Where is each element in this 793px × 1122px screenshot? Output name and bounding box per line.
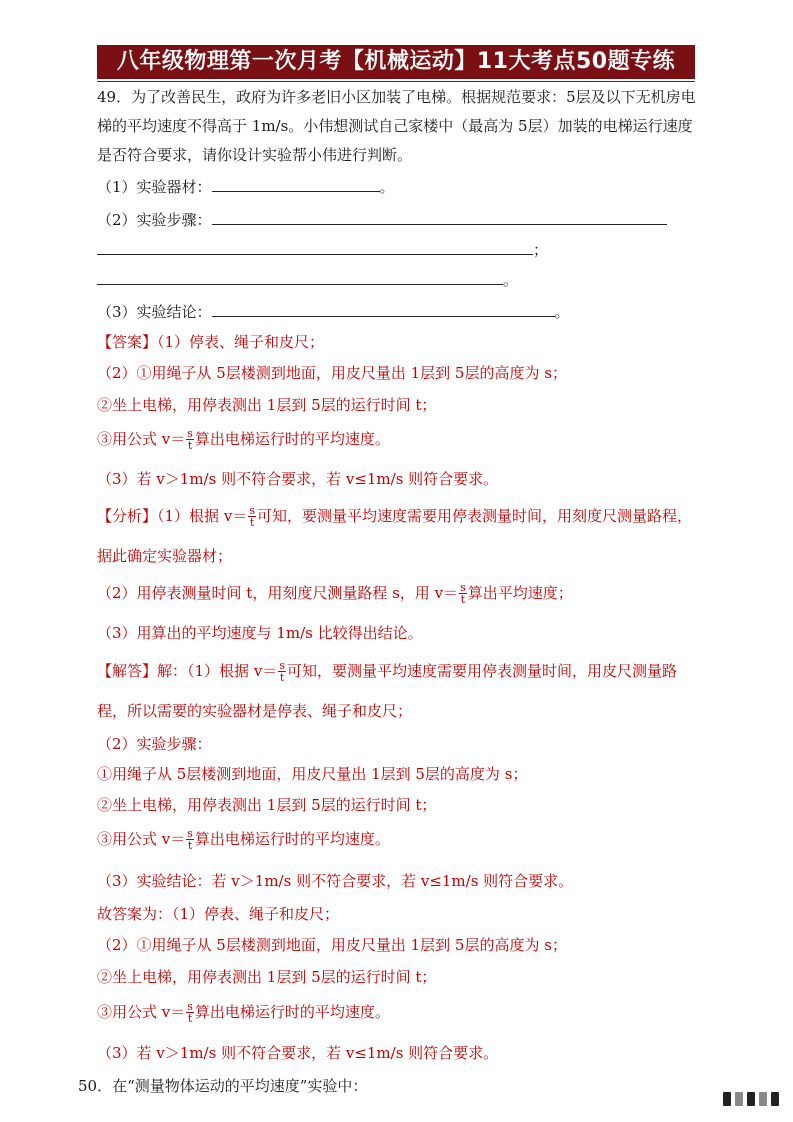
title-divider (97, 81, 695, 82)
solution-line-2: 程，所以需要的实验器材是停表、绳子和皮尺； (97, 702, 413, 720)
solution-formula-pre: 解：（1）根据 v＝ (157, 662, 278, 680)
q49-part2 (97, 208, 667, 231)
q49-part2-end: 。 (503, 271, 519, 289)
q49-part1-end: 。 (379, 178, 395, 196)
bar-icon (771, 1092, 779, 1106)
solution-line-5: ②坐上电梯，用停表测出 1层到 5层的运行时间 t； (97, 796, 437, 814)
q49-part1 (97, 175, 395, 198)
fraction-denominator: t (460, 592, 466, 606)
solution-line-4: ①用绳子从 5层楼测到地面，用皮尺量出 1层到 5层的高度为 s； (97, 765, 528, 783)
answer-line-5: （3）若 v＞1m/s 则不符合要求，若 v≤1m/s 则符合要求。 (97, 470, 499, 488)
q49-stem-line-1: 49．为了改善民生，政府为许多老旧小区加装了电梯。根据规范要求：5层及以下无机房电 (97, 88, 696, 106)
solution-line-1 (97, 660, 677, 684)
solution-step3-pre: ③用公式 v＝ (97, 830, 186, 848)
final-line-3: ②坐上电梯，用停表测出 1层到 5层的运行时间 t； (97, 968, 437, 986)
q50-stem: 50．在“测量物体运动的平均速度”实验中： (78, 1077, 368, 1095)
bar-icon (735, 1092, 743, 1106)
q49-part2-label: （2）实验步骤： (97, 211, 212, 229)
fraction-numerator: s (187, 426, 193, 440)
q49-part2-line-2 (97, 238, 548, 261)
fraction-denominator: t (249, 515, 255, 529)
bar-icon (759, 1092, 767, 1106)
final-line-5: （3）若 v＞1m/s 则不符合要求，若 v≤1m/s 则符合要求。 (97, 1044, 499, 1062)
fraction-s-over-t (459, 582, 467, 605)
fraction-s-over-t (186, 428, 194, 451)
fraction-denominator: t (187, 838, 193, 852)
q49-part2-line-3 (97, 268, 518, 291)
solution-line-3: （2）实验步骤： (97, 735, 212, 753)
solution-tag: 【解答】 (97, 662, 158, 680)
final-line-2: （2）①用绳子从 5层楼测到地面，用皮尺量出 1层到 5层的高度为 s； (97, 936, 567, 954)
analysis-line-4: （3）用算出的平均速度与 1m/s 比较得出结论。 (97, 624, 423, 642)
analysis-line-2: 据此确定实验器材； (97, 547, 233, 565)
q49-part2-semicolon: ； (533, 241, 549, 259)
q49-part2-blank-2 (97, 238, 533, 255)
final-line-1: 故答案为：（1）停表、绳子和皮尺； (97, 905, 340, 923)
final-step3-post: 算出电梯运行时的平均速度。 (194, 1003, 390, 1021)
analysis-step2-pre: （2）用停表测量时间 t，用刻度尺测量路程 s，用 v＝ (97, 584, 459, 602)
q49-part1-label: （1）实验器材： (97, 178, 212, 196)
analysis-formula-pre: （1）根据 v＝ (157, 507, 248, 525)
fraction-numerator: s (279, 658, 285, 672)
final-step3-pre: ③用公式 v＝ (97, 1003, 186, 1021)
fraction-denominator: t (187, 1011, 193, 1025)
answer-part1: （1）停表、绳子和皮尺； (157, 333, 325, 351)
bar-icon (747, 1092, 755, 1106)
analysis-formula-post: 可知，要测量平均速度需要用停表测量时间，用刻度尺测量路程， (256, 507, 692, 525)
q49-stem-line-3: 是否符合要求，请你设计实验帮小伟进行判断。 (97, 146, 413, 164)
q49-part3-end: 。 (554, 303, 570, 321)
fraction-numerator: s (460, 580, 466, 594)
fraction-s-over-t (186, 1001, 194, 1024)
fraction-s-over-t (186, 828, 194, 851)
solution-step3-post: 算出电梯运行时的平均速度。 (194, 830, 390, 848)
q49-part3-label: （3）实验结论： (97, 303, 212, 321)
answer-line-2: （2）①用绳子从 5层楼测到地面，用皮尺量出 1层到 5层的高度为 s； (97, 364, 567, 382)
q49-part1-blank (212, 175, 380, 192)
bar-icon (723, 1092, 731, 1106)
fraction-numerator: s (249, 503, 255, 517)
analysis-line-1 (97, 505, 692, 529)
watermark-bars (723, 1092, 779, 1106)
q49-part2-blank-1 (212, 208, 667, 225)
solution-line-6 (97, 828, 390, 852)
fraction-s-over-t (278, 660, 286, 683)
solution-line-7: （3）实验结论：若 v＞1m/s 则不符合要求，若 v≤1m/s 则符合要求。 (97, 872, 574, 890)
analysis-step2-post: 算出平均速度； (467, 584, 573, 602)
fraction-denominator: t (279, 670, 285, 684)
q49-part3 (97, 300, 570, 323)
q49-part3-blank (212, 300, 555, 317)
analysis-line-3 (97, 582, 573, 606)
answer-tag: 【答案】 (97, 333, 158, 351)
fraction-denominator: t (187, 438, 193, 452)
fraction-numerator: s (187, 826, 193, 840)
answer-line-3: ②坐上电梯，用停表测出 1层到 5层的运行时间 t； (97, 396, 437, 414)
fraction-s-over-t (248, 505, 256, 528)
q49-part2-blank-3 (97, 268, 503, 285)
answer-line-1 (97, 331, 324, 353)
final-line-4 (97, 1001, 390, 1025)
solution-formula-post: 可知，要测量平均速度需要用停表测量时间，用皮尺测量路 (286, 662, 677, 680)
answer-formula-post: 算出电梯运行时的平均速度。 (194, 430, 390, 448)
answer-formula-pre: ③用公式 v＝ (97, 430, 186, 448)
answer-line-4 (97, 428, 390, 452)
analysis-tag: 【分析】 (97, 507, 158, 525)
q49-stem-line-2: 梯的平均速度不得高于 1m/s。小伟想测试自己家楼中（最高为 5层）加装的电梯运行速度 (97, 117, 693, 135)
fraction-numerator: s (187, 999, 193, 1013)
page-title-banner: 八年级物理第一次月考【机械运动】11大考点50题专练 (97, 45, 695, 79)
